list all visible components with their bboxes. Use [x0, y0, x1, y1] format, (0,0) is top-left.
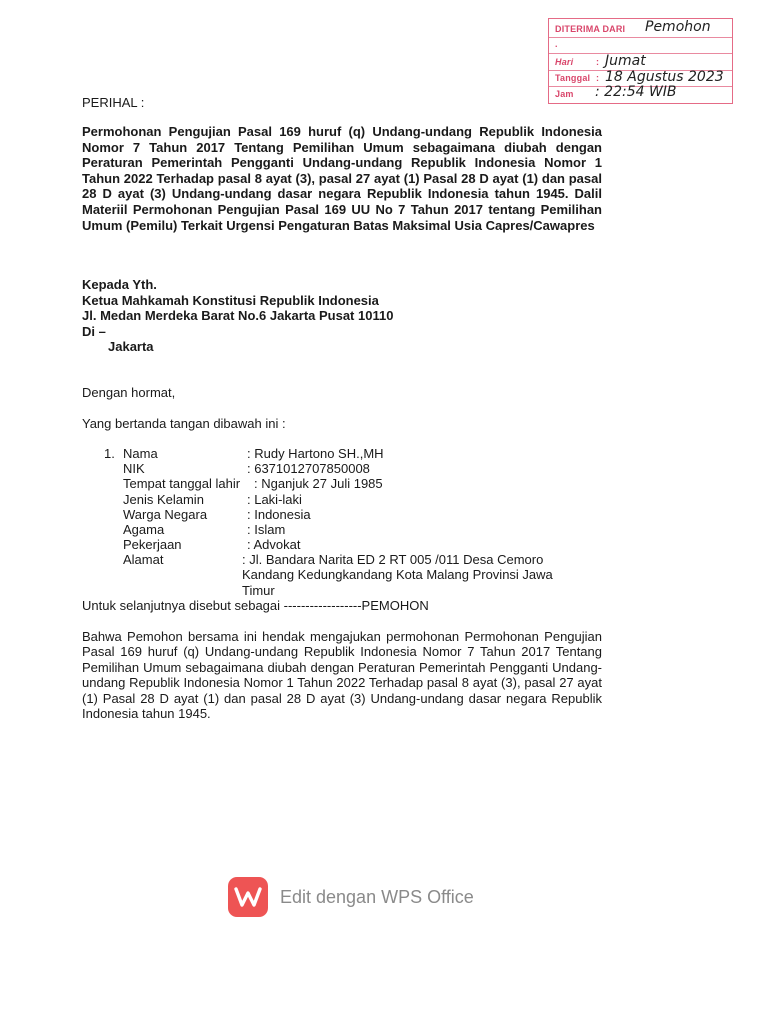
stamp-day-colon: :: [596, 57, 600, 67]
stamp-day-label: Hari: [555, 57, 574, 67]
identity-value: : Advokat: [247, 537, 301, 553]
stamp-date-colon: :: [596, 73, 600, 83]
recipient-block: [82, 277, 602, 355]
stamp-time-label: Jam: [555, 89, 574, 99]
stamp-row-time: [549, 86, 732, 101]
recipient-line-3: Jl. Medan Merdeka Barat No.6 Jakarta Pusat 10110: [82, 308, 394, 324]
recipient-line-2: Ketua Mahkamah Konstitusi Republik Indonesia: [82, 292, 379, 308]
identity-key: Nama: [123, 446, 158, 461]
wps-watermark: [228, 877, 474, 917]
identity-address-key: Alamat: [123, 552, 164, 568]
stamp-date-value: 18 Agustus 2023: [605, 69, 724, 85]
identity-key: Tempat tanggal lahir: [123, 476, 241, 492]
identity-value: : 6371012707850008: [247, 461, 370, 477]
identity-key: NIK: [123, 461, 145, 477]
identity-value: : Rudy Hartono SH.,MH: [247, 446, 384, 461]
pemohon-designation: Untuk selanjutnya disebut sebagai ------------------PEMOHON: [82, 598, 429, 613]
greeting: Dengan hormat,: [82, 385, 176, 400]
identity-key: Pekerjaan: [123, 537, 182, 553]
signed-intro: Yang bertanda tangan dibawah ini :: [82, 416, 286, 431]
identity-value: : Islam: [247, 521, 286, 537]
stamp-received-label: DITERIMA DARI: [555, 24, 626, 34]
stamp-row-received: [549, 19, 732, 38]
stamp-row-blank: [549, 37, 732, 54]
receipt-stamp: [548, 18, 733, 104]
letter-subject: Permohonan Pengujian Pasal 169 huruf (q) Undang-undang Republik Indonesia Nomor 7 Tahun 2017 Tentang Pemilihan Umum sebagaimana diubah dengan Peraturan Pemerintah Pengganti Undang-undang Republik Indonesia Nomor 1 Tahun 2022 Terhadap pasal 8 ayat (3), pasal 27 ayat (1) Pasal 28 D ayat (1) dan pasal 28 D ayat (3) Undang-undang dasar negara Republik Indonesia tahun 1945. Dalil Materiil Permohonan Pengujian Pasal 169 UU No 7 Tahun 2017 tentang Pemilihan Umum (Pemilu) Terkait Urgensi Pengaturan Batas Maksimal Usia Capres/Cawapres: [82, 124, 602, 233]
recipient-line-4: Di –: [82, 323, 106, 339]
identity-number: 1.: [104, 446, 115, 461]
stamp-blank-mark: .: [555, 39, 558, 49]
identity-value: : Indonesia: [247, 506, 311, 522]
stamp-date-label: Tanggal: [555, 73, 591, 83]
identity-value: : Laki-laki: [247, 491, 302, 507]
perihal-label: PERIHAL :: [82, 95, 145, 110]
identity-key: Jenis Kelamin: [123, 491, 204, 507]
identity-value: : Nganjuk 27 Juli 1985: [254, 476, 383, 492]
intro-paragraph: Bahwa Pemohon bersama ini hendak mengajukan permohonan Permohonan Pengujian Pasal 169 huruf (q) Undang-undang Republik Indonesia Nomor 7 Tahun 2017 Tentang Pemilihan Umum sebagaimana diubah dengan Peraturan Pemerintah Pengganti Undang-undang Republik Indonesia Nomor 1 Tahun 2022 Terhadap pasal 8 ayat (3), pasal 27 ayat (1) Pasal 28 D ayat (1) dan pasal 28 D ayat (3) Undang-undang dasar negara Republik Indonesia tahun 1945.: [82, 629, 602, 722]
wps-w-icon: [228, 877, 268, 917]
stamp-received-value: Pemohon: [645, 19, 711, 35]
identity-key: Agama: [123, 521, 165, 537]
recipient-line-1: Kepada Yth.: [82, 277, 157, 292]
identity-address-value: : Jl. Bandara Narita ED 2 RT 005 /011 Desa Cemoro Kandang Kedungkandang Kota Malang Provinsi Jawa Timur: [242, 552, 553, 598]
stamp-day-value: Jumat: [605, 53, 646, 69]
wps-watermark-text: Edit dengan WPS Office: [280, 886, 474, 907]
recipient-line-5: Jakarta: [108, 339, 154, 355]
identity-key: Warga Negara: [123, 506, 208, 522]
stamp-time-value: : 22:54 WIB: [595, 84, 677, 100]
